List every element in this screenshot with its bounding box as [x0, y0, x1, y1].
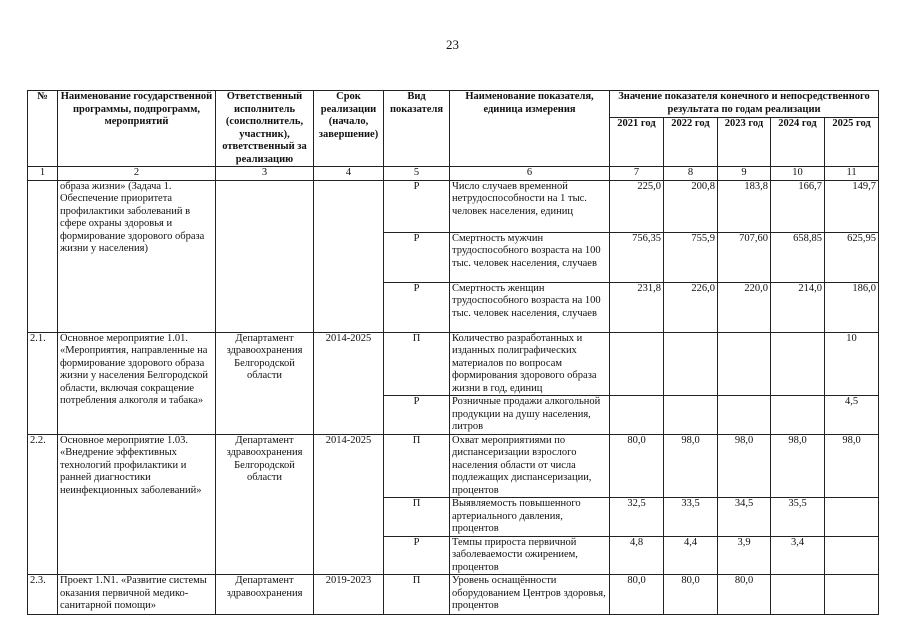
column-number: 10: [771, 167, 825, 181]
value-cell: 625,95: [825, 232, 879, 282]
group-name: Основное мероприятие 1.01. «Мероприятия, направленные на формирование здорового образа жизни у населения Белгородской области, включая сокращение потребления алкоголя и табака»: [58, 332, 216, 434]
group-num: 2.2.: [28, 434, 58, 575]
value-cell: 186,0: [825, 282, 879, 332]
value-cell: 80,0: [610, 434, 664, 498]
value-cell: 658,85: [771, 232, 825, 282]
column-numbers-row: [28, 167, 879, 181]
indicator-name: Охват мероприятиями по диспансеризации взрослого населения области от числа подлежащих диспансеризации, процентов: [450, 434, 610, 498]
indicator-type: П: [384, 498, 450, 537]
indicator-name: Уровень оснащённости оборудованием Центров здоровья, процентов: [450, 575, 610, 615]
value-cell: 80,0: [610, 575, 664, 615]
header-responsible: Ответственный исполнитель (соисполнитель, участник), ответственный за реализацию: [216, 91, 314, 167]
column-number: 9: [718, 167, 771, 181]
column-number: 6: [450, 167, 610, 181]
header-year: 2022 год: [664, 118, 718, 167]
value-cell: 33,5: [664, 498, 718, 537]
indicator-name: Количество разработанных и изданных полиграфических материалов по вопросам формирования здорового образа жизни в год, единиц: [450, 332, 610, 396]
value-cell: 35,5: [771, 498, 825, 537]
group-term: [314, 180, 384, 332]
indicator-type: Р: [384, 180, 450, 232]
value-cell: 3,4: [771, 536, 825, 575]
group-num: 2.3.: [28, 575, 58, 615]
value-cell: 10: [825, 332, 879, 396]
value-cell: [825, 536, 879, 575]
value-cell: [771, 396, 825, 435]
group-term: 2019-2023: [314, 575, 384, 615]
value-cell: 32,5: [610, 498, 664, 537]
value-cell: [664, 396, 718, 435]
indicator-name: Смертность мужчин трудоспособного возраста на 100 тыс. человек населения, случаев: [450, 232, 610, 282]
group-name: Проект 1.N1. «Развитие системы оказания первичной медико-санитарной помощи»: [58, 575, 216, 615]
header-year: 2021 год: [610, 118, 664, 167]
value-cell: 149,7: [825, 180, 879, 232]
indicator-type: П: [384, 434, 450, 498]
value-cell: 80,0: [664, 575, 718, 615]
value-cell: 98,0: [825, 434, 879, 498]
page-number: 23: [446, 37, 459, 52]
indicator-table: [27, 90, 879, 615]
group-term: 2014-2025: [314, 332, 384, 434]
header-num: №: [28, 91, 58, 167]
group-name: образа жизни» (Задача 1. Обеспечение приоритета профилактики заболеваний в сфере охраны здоровья и формирование здорового образа жизни у населения): [58, 180, 216, 332]
indicator-name: Смертность женщин трудоспособного возраста на 100 тыс. человек населения, случаев: [450, 282, 610, 332]
value-cell: 4,8: [610, 536, 664, 575]
header-term: Срок реализации (начало, завершение): [314, 91, 384, 167]
value-cell: 226,0: [664, 282, 718, 332]
value-cell: 183,8: [718, 180, 771, 232]
value-cell: 755,9: [664, 232, 718, 282]
header-year: 2024 год: [771, 118, 825, 167]
group-term: 2014-2025: [314, 434, 384, 575]
group-responsible: Департамент здравоохранения Белгородской области: [216, 434, 314, 575]
column-number: 8: [664, 167, 718, 181]
value-cell: 4,4: [664, 536, 718, 575]
value-cell: 220,0: [718, 282, 771, 332]
group-responsible: Департамент здравоохранения: [216, 575, 314, 615]
header-name: Наименование государственной программы, подпрограмм, мероприятий: [58, 91, 216, 167]
column-number: 1: [28, 167, 58, 181]
indicator-type: Р: [384, 396, 450, 435]
group-num: [28, 180, 58, 332]
table-row: [28, 575, 879, 615]
value-cell: 98,0: [664, 434, 718, 498]
value-cell: 231,8: [610, 282, 664, 332]
value-cell: 214,0: [771, 282, 825, 332]
header-year: 2025 год: [825, 118, 879, 167]
value-cell: [771, 332, 825, 396]
value-cell: [718, 396, 771, 435]
table-header: [28, 91, 879, 167]
value-cell: 34,5: [718, 498, 771, 537]
group-num: 2.1.: [28, 332, 58, 434]
group-responsible: Департамент здравоохранения Белгородской области: [216, 332, 314, 434]
value-cell: [825, 498, 879, 537]
value-cell: 756,35: [610, 232, 664, 282]
value-cell: 4,5: [825, 396, 879, 435]
indicator-name: Выявляемость повышенного артериального давления, процентов: [450, 498, 610, 537]
table-row: [28, 180, 879, 232]
indicator-type: Р: [384, 536, 450, 575]
header-values-group: Значение показателя конечного и непосредственного результата по годам реализации: [610, 91, 879, 118]
value-cell: [825, 575, 879, 615]
value-cell: 225,0: [610, 180, 664, 232]
group-name: Основное мероприятие 1.03. «Внедрение эффективных технологий профилактики и ранней диагностики неинфекционных заболеваний»: [58, 434, 216, 575]
column-number: 5: [384, 167, 450, 181]
indicator-type: П: [384, 332, 450, 396]
column-number: 4: [314, 167, 384, 181]
column-number: 7: [610, 167, 664, 181]
column-number: 2: [58, 167, 216, 181]
group-responsible: [216, 180, 314, 332]
value-cell: 200,8: [664, 180, 718, 232]
indicator-type: Р: [384, 282, 450, 332]
value-cell: [610, 396, 664, 435]
value-cell: 98,0: [718, 434, 771, 498]
value-cell: [718, 332, 771, 396]
value-cell: 98,0: [771, 434, 825, 498]
value-cell: [664, 332, 718, 396]
value-cell: 3,9: [718, 536, 771, 575]
indicator-type: П: [384, 575, 450, 615]
indicator-name: Темпы прироста первичной заболеваемости ожирением, процентов: [450, 536, 610, 575]
indicator-type: Р: [384, 232, 450, 282]
header-year: 2023 год: [718, 118, 771, 167]
header-type: Вид показателя: [384, 91, 450, 167]
header-indicator: Наименование показателя, единица измерения: [450, 91, 610, 167]
table-row: [28, 434, 879, 498]
table-row: [28, 332, 879, 396]
value-cell: 80,0: [718, 575, 771, 615]
column-number: 3: [216, 167, 314, 181]
value-cell: 707,60: [718, 232, 771, 282]
indicator-name: Число случаев временной нетрудоспособности на 1 тыс. человек населения, единиц: [450, 180, 610, 232]
indicator-name: Розничные продажи алкогольной продукции на душу населения, литров: [450, 396, 610, 435]
value-cell: [771, 575, 825, 615]
column-number: 11: [825, 167, 879, 181]
value-cell: [610, 332, 664, 396]
value-cell: 166,7: [771, 180, 825, 232]
